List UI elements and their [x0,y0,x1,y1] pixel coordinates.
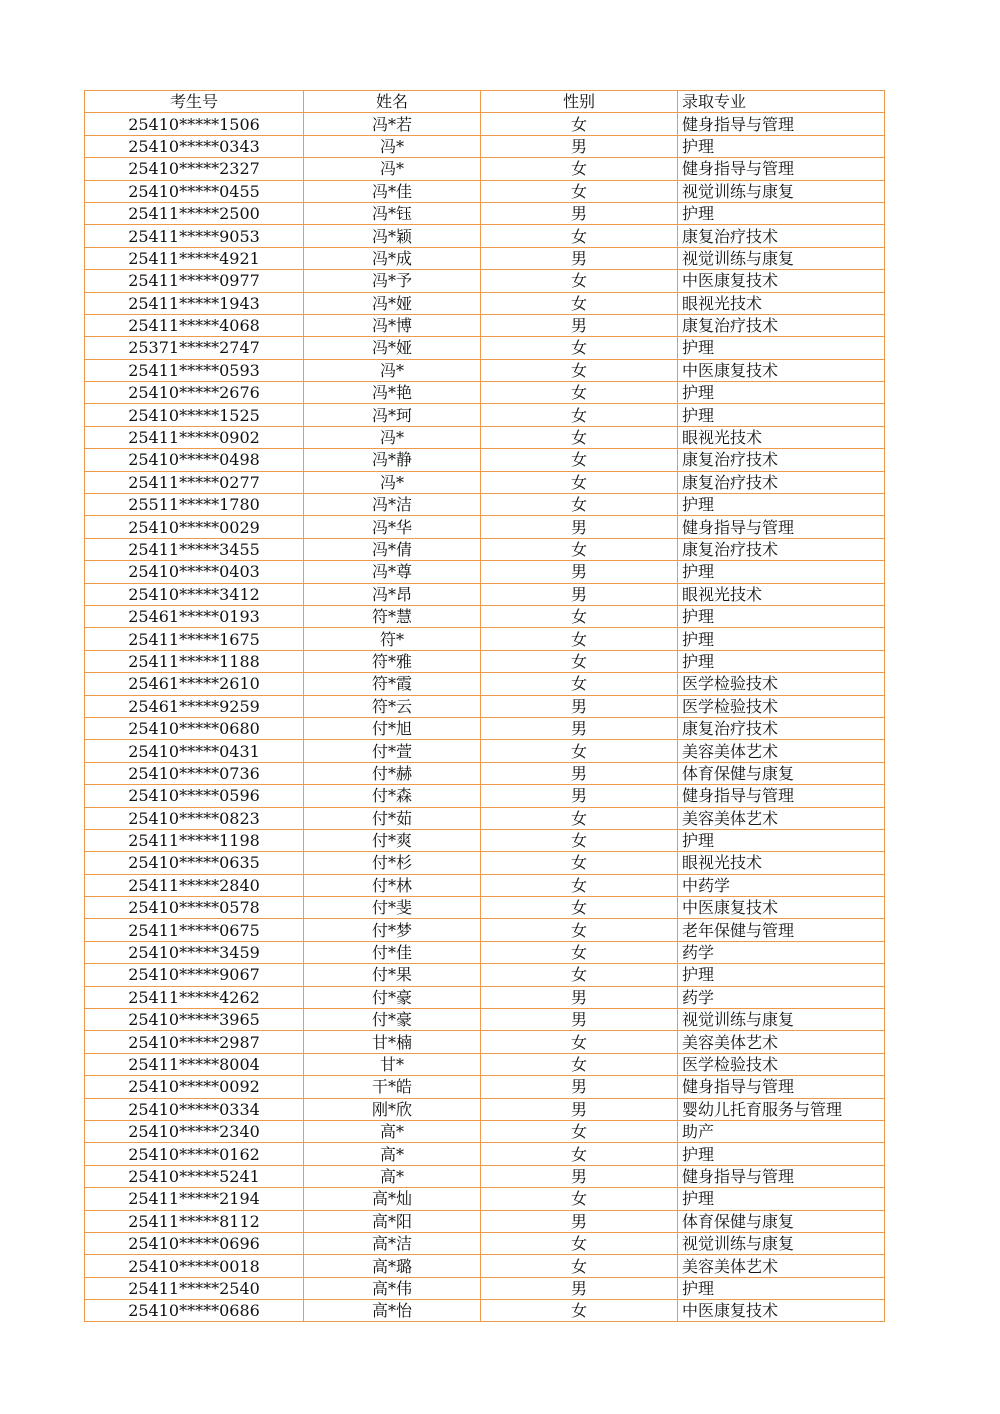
cell-exam-id: 25410*****0823 [85,807,304,829]
cell-major: 美容美体艺术 [678,1255,885,1277]
table-row [85,1031,885,1053]
cell-exam-id: 25410*****0596 [85,785,304,807]
cell-major: 护理 [678,202,885,224]
cell-gender: 女 [481,1120,678,1142]
table-row [85,337,885,359]
table-row [85,135,885,157]
cell-gender: 男 [481,1210,678,1232]
cell-major: 护理 [678,650,885,672]
table-row [85,449,885,471]
cell-name: 付*爽 [304,829,481,851]
cell-major: 护理 [678,1143,885,1165]
cell-major: 健身指导与管理 [678,113,885,135]
cell-major: 中医康复技术 [678,359,885,381]
cell-name: 冯*昂 [304,583,481,605]
cell-gender: 女 [481,292,678,314]
table-row [85,270,885,292]
table-row [85,1210,885,1232]
cell-exam-id: 25461*****0193 [85,605,304,627]
cell-gender: 女 [481,471,678,493]
table-row [85,605,885,627]
cell-name: 冯*博 [304,314,481,336]
cell-name: 冯*娅 [304,292,481,314]
cell-major: 药学 [678,941,885,963]
table-row [85,717,885,739]
cell-gender: 女 [481,494,678,516]
cell-exam-id: 25411*****4921 [85,247,304,269]
cell-name: 付*赫 [304,762,481,784]
cell-exam-id: 25410*****0029 [85,516,304,538]
cell-exam-id: 25410*****1525 [85,404,304,426]
cell-name: 冯*艳 [304,382,481,404]
table-row [85,740,885,762]
table-row [85,202,885,224]
table-row [85,494,885,516]
cell-exam-id: 25411*****1943 [85,292,304,314]
table-row [85,1076,885,1098]
cell-major: 护理 [678,1277,885,1299]
cell-major: 护理 [678,337,885,359]
cell-exam-id: 25411*****4262 [85,986,304,1008]
cell-exam-id: 25410*****0018 [85,1255,304,1277]
cell-name: 高* [304,1120,481,1142]
table-row [85,583,885,605]
cell-major: 护理 [678,404,885,426]
cell-gender: 男 [481,516,678,538]
cell-name: 符* [304,628,481,650]
header-gender: 性别 [481,91,678,113]
table-row [85,785,885,807]
cell-gender: 男 [481,1076,678,1098]
table-row [85,941,885,963]
cell-name: 高*伟 [304,1277,481,1299]
cell-exam-id: 25410*****5241 [85,1165,304,1187]
table-row [85,538,885,560]
table-row [85,807,885,829]
cell-gender: 女 [481,964,678,986]
cell-exam-id: 25410*****0455 [85,180,304,202]
cell-gender: 男 [481,135,678,157]
cell-major: 中医康复技术 [678,897,885,919]
cell-name: 付*茹 [304,807,481,829]
table-row [85,1300,885,1322]
cell-major: 护理 [678,605,885,627]
cell-name: 符*慧 [304,605,481,627]
table-row [85,1255,885,1277]
cell-exam-id: 25411*****2540 [85,1277,304,1299]
table-row [85,561,885,583]
cell-major: 美容美体艺术 [678,807,885,829]
cell-gender: 女 [481,538,678,560]
cell-major: 体育保健与康复 [678,762,885,784]
cell-gender: 男 [481,1009,678,1031]
table-row [85,695,885,717]
table-row [85,762,885,784]
cell-name: 冯*华 [304,516,481,538]
cell-gender: 女 [481,1300,678,1322]
cell-exam-id: 25371*****2747 [85,337,304,359]
cell-major: 美容美体艺术 [678,1031,885,1053]
table-row [85,1120,885,1142]
cell-gender: 女 [481,449,678,471]
table-row [85,1009,885,1031]
cell-gender: 女 [481,650,678,672]
cell-major: 视觉训练与康复 [678,247,885,269]
cell-gender: 男 [481,314,678,336]
header-exam-id: 考生号 [85,91,304,113]
header-name: 姓名 [304,91,481,113]
cell-exam-id: 25410*****0498 [85,449,304,471]
cell-exam-id: 25511*****1780 [85,494,304,516]
cell-name: 高* [304,1143,481,1165]
cell-gender: 女 [481,359,678,381]
cell-name: 付*旭 [304,717,481,739]
cell-name: 冯*钰 [304,202,481,224]
cell-gender: 男 [481,561,678,583]
cell-gender: 男 [481,695,678,717]
cell-gender: 女 [481,897,678,919]
table-row [85,359,885,381]
cell-major: 视觉训练与康复 [678,1232,885,1254]
cell-major: 护理 [678,561,885,583]
cell-name: 高*洁 [304,1232,481,1254]
table-row [85,1165,885,1187]
cell-name: 冯* [304,471,481,493]
table-row [85,919,885,941]
cell-name: 付*豪 [304,1009,481,1031]
cell-exam-id: 25410*****0736 [85,762,304,784]
cell-exam-id: 25410*****2987 [85,1031,304,1053]
cell-name: 高* [304,1165,481,1187]
cell-name: 付*斐 [304,897,481,919]
cell-name: 付*豪 [304,986,481,1008]
cell-exam-id: 25410*****0635 [85,852,304,874]
cell-gender: 女 [481,270,678,292]
cell-name: 符*霞 [304,673,481,695]
cell-exam-id: 25410*****9067 [85,964,304,986]
cell-name: 冯*珂 [304,404,481,426]
header-major: 录取专业 [678,91,885,113]
admission-list-table [84,90,885,1322]
cell-major: 康复治疗技术 [678,471,885,493]
cell-gender: 女 [481,874,678,896]
cell-major: 护理 [678,964,885,986]
cell-exam-id: 25410*****3965 [85,1009,304,1031]
table-row [85,673,885,695]
cell-gender: 男 [481,717,678,739]
cell-major: 中医康复技术 [678,1300,885,1322]
cell-name: 付*萱 [304,740,481,762]
cell-major: 医学检验技术 [678,1053,885,1075]
cell-major: 体育保健与康复 [678,1210,885,1232]
table-row [85,964,885,986]
cell-exam-id: 25410*****0403 [85,561,304,583]
cell-name: 符*雅 [304,650,481,672]
cell-gender: 女 [481,180,678,202]
cell-gender: 男 [481,762,678,784]
cell-exam-id: 25411*****1188 [85,650,304,672]
table-row [85,986,885,1008]
cell-gender: 女 [481,1232,678,1254]
cell-name: 冯*娅 [304,337,481,359]
cell-major: 健身指导与管理 [678,1165,885,1187]
table-row [85,852,885,874]
cell-name: 冯* [304,359,481,381]
cell-exam-id: 25461*****2610 [85,673,304,695]
cell-exam-id: 25410*****2340 [85,1120,304,1142]
cell-major: 医学检验技术 [678,695,885,717]
cell-major: 中药学 [678,874,885,896]
cell-name: 高*璐 [304,1255,481,1277]
cell-exam-id: 25410*****0578 [85,897,304,919]
table-row [85,829,885,851]
cell-gender: 女 [481,113,678,135]
cell-major: 护理 [678,1188,885,1210]
cell-exam-id: 25410*****0696 [85,1232,304,1254]
cell-name: 冯*予 [304,270,481,292]
cell-gender: 男 [481,202,678,224]
cell-exam-id: 25410*****0334 [85,1098,304,1120]
cell-exam-id: 25410*****0431 [85,740,304,762]
cell-name: 冯* [304,135,481,157]
table-row [85,426,885,448]
cell-major: 护理 [678,494,885,516]
cell-major: 婴幼儿托育服务与管理 [678,1098,885,1120]
table-row [85,1143,885,1165]
cell-major: 眼视光技术 [678,292,885,314]
cell-exam-id: 25411*****3455 [85,538,304,560]
table-row [85,650,885,672]
cell-name: 冯*佳 [304,180,481,202]
cell-exam-id: 25411*****8112 [85,1210,304,1232]
table-row [85,314,885,336]
cell-major: 健身指导与管理 [678,516,885,538]
cell-exam-id: 25410*****2676 [85,382,304,404]
cell-gender: 女 [481,740,678,762]
cell-gender: 女 [481,1031,678,1053]
cell-major: 康复治疗技术 [678,314,885,336]
table-row [85,247,885,269]
cell-gender: 女 [481,225,678,247]
cell-major: 护理 [678,382,885,404]
cell-exam-id: 25461*****9259 [85,695,304,717]
cell-name: 付*佳 [304,941,481,963]
cell-name: 冯* [304,426,481,448]
cell-major: 眼视光技术 [678,852,885,874]
cell-exam-id: 25410*****0686 [85,1300,304,1322]
cell-exam-id: 25410*****3412 [85,583,304,605]
table-row [85,404,885,426]
cell-exam-id: 25411*****8004 [85,1053,304,1075]
cell-major: 眼视光技术 [678,583,885,605]
cell-major: 护理 [678,628,885,650]
cell-gender: 女 [481,1188,678,1210]
cell-major: 助产 [678,1120,885,1142]
cell-exam-id: 25410*****3459 [85,941,304,963]
cell-exam-id: 25410*****0343 [85,135,304,157]
cell-gender: 女 [481,829,678,851]
cell-major: 中医康复技术 [678,270,885,292]
cell-exam-id: 25411*****1198 [85,829,304,851]
cell-gender: 女 [481,628,678,650]
cell-name: 付*森 [304,785,481,807]
cell-exam-id: 25411*****0593 [85,359,304,381]
cell-major: 眼视光技术 [678,426,885,448]
cell-name: 符*云 [304,695,481,717]
cell-gender: 男 [481,1277,678,1299]
cell-name: 冯*成 [304,247,481,269]
cell-major: 康复治疗技术 [678,538,885,560]
cell-exam-id: 25411*****0675 [85,919,304,941]
cell-gender: 男 [481,583,678,605]
table-row [85,1277,885,1299]
cell-name: 冯*尊 [304,561,481,583]
table-row [85,874,885,896]
cell-exam-id: 25411*****4068 [85,314,304,336]
table-row [85,158,885,180]
cell-name: 冯*颖 [304,225,481,247]
cell-major: 康复治疗技术 [678,225,885,247]
cell-exam-id: 25411*****1675 [85,628,304,650]
cell-gender: 女 [481,426,678,448]
cell-exam-id: 25410*****0162 [85,1143,304,1165]
table-row [85,1232,885,1254]
cell-name: 冯*洁 [304,494,481,516]
cell-major: 视觉训练与康复 [678,1009,885,1031]
table-row [85,382,885,404]
cell-name: 付*果 [304,964,481,986]
table-header-row [85,91,885,113]
cell-major: 康复治疗技术 [678,717,885,739]
cell-major: 护理 [678,135,885,157]
cell-gender: 男 [481,1165,678,1187]
cell-major: 医学检验技术 [678,673,885,695]
cell-exam-id: 25410*****2327 [85,158,304,180]
cell-gender: 男 [481,247,678,269]
cell-gender: 女 [481,919,678,941]
cell-gender: 女 [481,404,678,426]
table-row [85,1053,885,1075]
cell-major: 健身指导与管理 [678,158,885,180]
cell-gender: 女 [481,941,678,963]
cell-exam-id: 25410*****0092 [85,1076,304,1098]
cell-major: 健身指导与管理 [678,785,885,807]
table-row [85,471,885,493]
cell-gender: 女 [481,382,678,404]
table-body [85,113,885,1322]
cell-gender: 女 [481,852,678,874]
cell-gender: 男 [481,1098,678,1120]
table-row [85,897,885,919]
cell-name: 高*怡 [304,1300,481,1322]
cell-name: 冯*倩 [304,538,481,560]
cell-major: 视觉训练与康复 [678,180,885,202]
cell-gender: 女 [481,605,678,627]
cell-name: 高*灿 [304,1188,481,1210]
table-row [85,1098,885,1120]
cell-gender: 女 [481,1053,678,1075]
table-row [85,628,885,650]
cell-gender: 女 [481,673,678,695]
cell-major: 护理 [678,829,885,851]
cell-gender: 女 [481,807,678,829]
cell-gender: 女 [481,1255,678,1277]
cell-exam-id: 25411*****0277 [85,471,304,493]
cell-gender: 女 [481,1143,678,1165]
cell-exam-id: 25411*****2500 [85,202,304,224]
table-row [85,180,885,202]
cell-exam-id: 25410*****0680 [85,717,304,739]
cell-exam-id: 25411*****2194 [85,1188,304,1210]
cell-gender: 女 [481,337,678,359]
table-row [85,225,885,247]
cell-exam-id: 25411*****0902 [85,426,304,448]
table-row [85,113,885,135]
table-row [85,1188,885,1210]
table-row [85,516,885,538]
cell-name: 冯* [304,158,481,180]
cell-name: 付*梦 [304,919,481,941]
cell-exam-id: 25411*****2840 [85,874,304,896]
cell-exam-id: 25411*****9053 [85,225,304,247]
cell-name: 高*阳 [304,1210,481,1232]
cell-major: 药学 [678,986,885,1008]
cell-major: 美容美体艺术 [678,740,885,762]
cell-exam-id: 25410*****1506 [85,113,304,135]
cell-exam-id: 25411*****0977 [85,270,304,292]
cell-name: 甘*楠 [304,1031,481,1053]
cell-name: 付*杉 [304,852,481,874]
cell-name: 甘* [304,1053,481,1075]
cell-name: 刚*欣 [304,1098,481,1120]
cell-gender: 男 [481,986,678,1008]
cell-name: 干*皓 [304,1076,481,1098]
cell-name: 付*林 [304,874,481,896]
cell-gender: 女 [481,158,678,180]
cell-name: 冯*若 [304,113,481,135]
cell-major: 老年保健与管理 [678,919,885,941]
table-row [85,292,885,314]
cell-major: 康复治疗技术 [678,449,885,471]
cell-major: 健身指导与管理 [678,1076,885,1098]
cell-name: 冯*静 [304,449,481,471]
cell-gender: 男 [481,785,678,807]
